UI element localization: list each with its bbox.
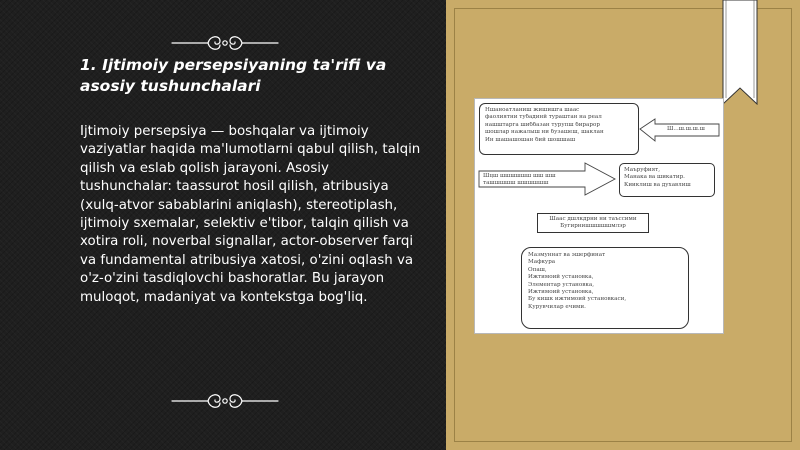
diagram-line: нашштарга шиббазан турупш бирарор — [485, 121, 600, 128]
diagram-line: Шцш шшшшшш шш шш — [483, 173, 556, 179]
diagram-line: Элементар установка, — [528, 281, 595, 288]
diagram-middle-left-label — [483, 173, 583, 187]
diagram-line: Ншаноатланиш жишишга шаас — [485, 107, 580, 113]
scanned-diagram-image — [474, 98, 724, 334]
slide-body-text: Ijtimoiy persepsiya — boshqalar va ijtimoiy vaziyatlar haqida ma'lumotlarni qabul qilish, talqin qilish va eslab qolish jarayoni. Asosiy tushunchalar: taassurot hosil qilish, atribusiya (xulq-atvor sabablarini aniqlash), stereotiplash, ijtimoiy sxemalar, selektiv e'tibor, talqin qilish va xotira roli, noverbal signallar, actor-observer farqi va fundamental atribusiya xatosi, o'zini oqlash va o'z-o'zini tasdiqlovchi bashoratlar. Bu jarayon muloqot, madaniyat va kontekstga bog'liq. — [80, 124, 421, 305]
diagram-line: Манака ва шикатир. — [624, 174, 685, 181]
diagram-line: Ин шашашошан бий шошшаш — [485, 136, 576, 143]
diagram-line: Кииклиш ва духавлиш — [624, 181, 691, 188]
diagram-line: Курувчилар ечими. — [528, 303, 586, 310]
diagram-line: Шаас дшлкдрни ни таъссими — [549, 216, 637, 222]
diagram-line: Бу кишк ижтимоий установкаси, — [528, 296, 627, 303]
diagram-line: ташшшшш шшшшшш — [483, 180, 549, 187]
diagram-line: Опаш, — [528, 266, 547, 273]
diagram-bottom-box — [521, 247, 689, 329]
diagram-line: Ш...ш.ш.ш.ш — [667, 126, 705, 132]
bookmark-ribbon-icon — [715, 0, 765, 105]
diagram-line: Бугирнишшшшшмлэр — [560, 223, 626, 230]
diagram-top-box — [479, 103, 639, 155]
diagram-line: Мазмуннат ва эшерфинат — [528, 252, 606, 258]
top-flourish-ornament — [170, 32, 280, 54]
slide-title: 1. Ijtimoiy persepsiyaning ta'rifi va asosiy tushunchalari — [80, 56, 387, 95]
diagram-line: шошлар нажалыш ни бузашеш, шаклан — [485, 129, 604, 136]
diagram-middle-right-box — [619, 163, 715, 197]
diagram-line: Мафкура — [528, 259, 556, 266]
diagram-line: Ижтимоий установка, — [528, 289, 594, 296]
diagram-line: фаолиятни тубадинй тураштан на реал — [485, 114, 602, 121]
bottom-flourish-ornament — [170, 390, 280, 412]
diagram-line: Ижтимоий установка, — [528, 274, 594, 281]
diagram-center-box — [537, 213, 649, 233]
diagram-top-right-label — [667, 126, 717, 135]
diagram-line: Маъруфият, — [624, 167, 661, 173]
